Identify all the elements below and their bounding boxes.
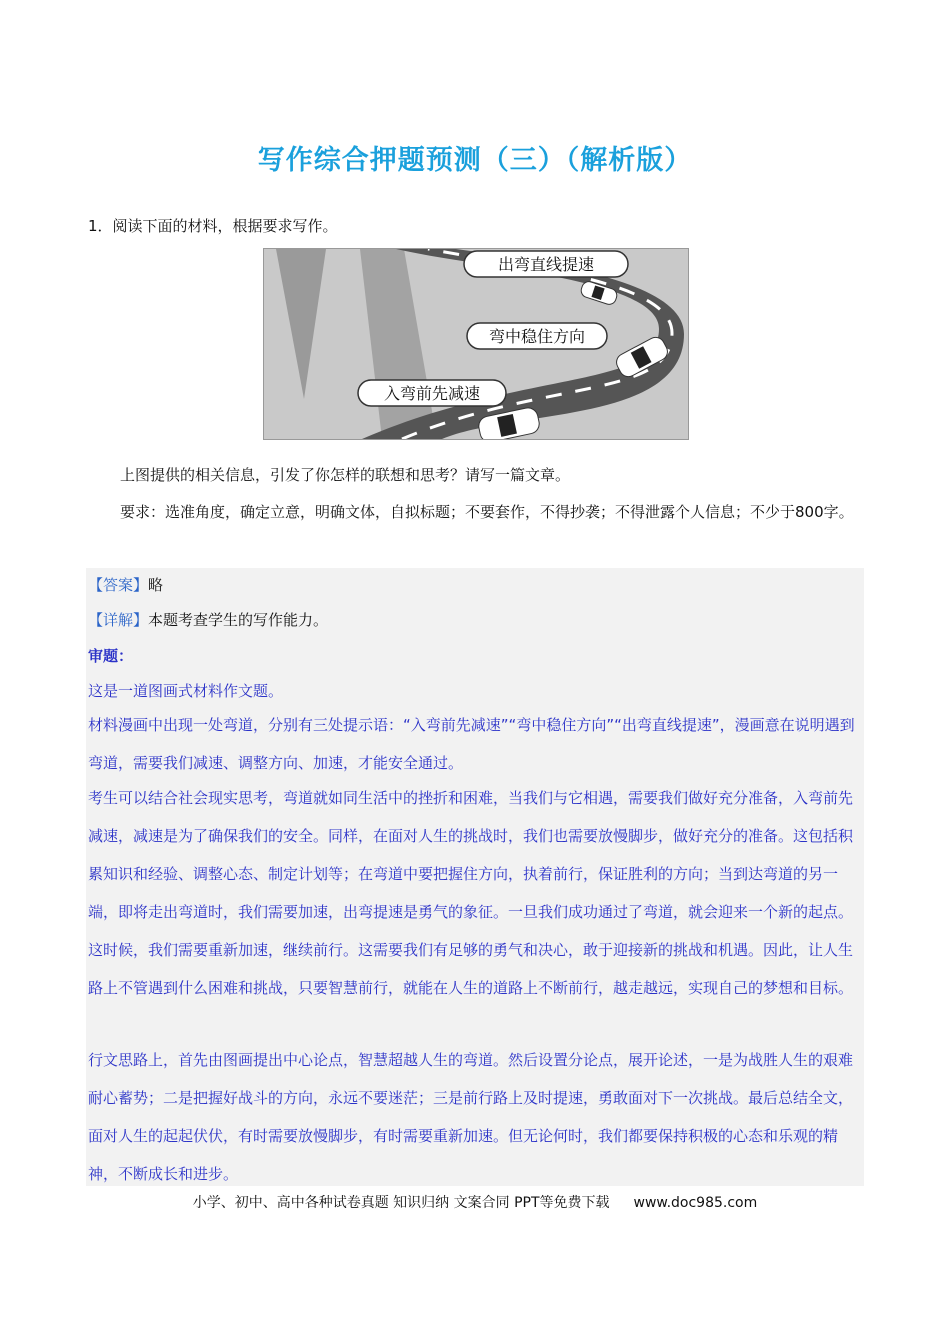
footer-text: 小学、初中、高中各种试卷真题 知识归纳 文案合同 PPT等免费下载 (192, 1195, 610, 1211)
answer-line (88, 575, 863, 595)
analysis-paragraph-4: 行文思路上，首先由图画提出中心论点，智慧超越人生的弯道。然后设置分论点，展开论述，一是为战胜人生的艰难耐心蓄势；二是把握好战斗的方向，永远不要迷茫；三是前行路上及时提速，勇敢面对下一次挑战。最后总结全文，面对人生的起起伏伏，有时需要放慢脚步，有时需要重新加速。但无论何时，我们都要保持积极的心态和乐观的精神，不断成长和进步。 (88, 1051, 854, 1183)
review-heading: 审题： (88, 647, 134, 665)
label-bubble-middle (467, 323, 607, 349)
footer-site-link[interactable]: www.doc985.com (633, 1195, 758, 1211)
writing-requirement: 要求：选准角度，确定立意，明确文体，自拟标题；不要套作，不得抄袭；不得泄露个人信息；不少于800字。 (120, 503, 854, 521)
detail-label: 【详解】 (88, 611, 149, 629)
answer-label: 【答案】 (88, 576, 149, 594)
analysis-paragraph-1: 这是一道图画式材料作文题。 (88, 682, 284, 700)
label-middle-text: 弯中稳住方向 (488, 327, 586, 346)
label-bubble-entry (358, 380, 506, 406)
road-curve-drawing (264, 249, 688, 439)
label-entry-text: 入弯前先减速 (383, 384, 481, 403)
writing-prompt: 上图提供的相关信息，引发了你怎样的联想和思考？请写一篇文章。 (120, 466, 571, 484)
page-footer (0, 1192, 950, 1212)
label-exit-text: 出弯直线提速 (497, 255, 595, 274)
question-stem: 1．阅读下面的材料，根据要求写作。 (88, 217, 338, 235)
label-bubble-exit (464, 251, 628, 277)
page-title: 写作综合押题预测（三）（解析版） (257, 145, 693, 176)
analysis-paragraph-3: 考生可以结合社会现实思考，弯道就如同生活中的挫折和困难，当我们与它相遇，需要我们做好充分准备，入弯前先减速，减速是为了确保我们的安全。同样，在面对人生的挑战时，我们也需要放慢脚步，做好充分的准备。这包括积累知识和经验、调整心态、制定计划等；在弯道中要把握住方向，执着前行，保证胜利的方向；当到达弯道的另一端，即将走出弯道时，我们需要加速，出弯提速是勇气的象征。一旦我们成功通过了弯道，就会迎来一个新的起点。这时候，我们需要重新加速，继续前行。这需要我们有足够的勇气和决心，敢于迎接新的挑战和机遇。因此，让人生路上不管遇到什么困难和挑战，只要智慧前行，就能在人生的道路上不断前行，越走越远，实现自己的梦想和目标。 (88, 789, 854, 997)
detail-text: 本题考查学生的写作能力。 (148, 611, 329, 629)
road-curve-illustration (263, 248, 689, 440)
analysis-paragraph-2: 材料漫画中出现一处弯道，分别有三处提示语：“入弯前先减速”“弯中稳住方向”“出弯直线提速”，漫画意在说明遇到弯道，需要我们减速、调整方向、加速，才能安全通过。 (88, 716, 855, 772)
detail-line (88, 610, 863, 630)
answer-text: 略 (148, 576, 164, 594)
